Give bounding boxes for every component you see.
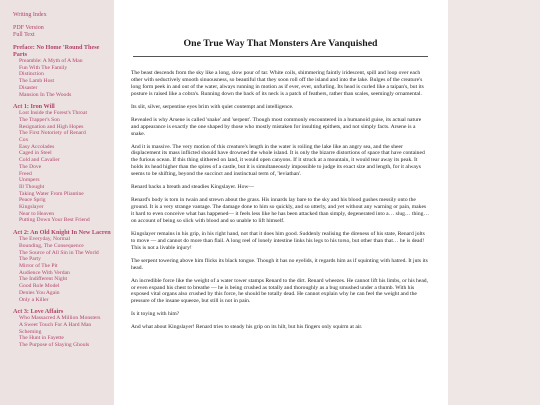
body-paragraph: Its slit, silver, serpentine eyes brim with quiet contempt and intelligence. — [131, 103, 294, 110]
body-paragraph: The serpent towering above him flicks its black tongue. Though it has no eyelids, it regards him as if squinting with hatred. It juts its head. — [131, 257, 428, 271]
nav-section-title[interactable]: Act 1: Iron Will — [13, 103, 55, 111]
nav-chapter-link[interactable]: The Dove — [19, 163, 42, 170]
nav-chapter-link[interactable]: Scheming — [19, 328, 42, 335]
nav-section-items — [13, 58, 114, 98]
nav-chapter-link[interactable]: The Hunt in Fayette — [19, 335, 64, 342]
nav-section-title[interactable]: Act 2: An Old Knight In New Lacren — [13, 229, 111, 237]
nav-sections — [13, 44, 114, 349]
nav-chapter-link[interactable]: The Lamb Host — [19, 78, 55, 85]
nav-chapter-link[interactable]: The Everyday, Normal — [19, 236, 71, 243]
body-paragraph: Renard's body is torn in twain and strewn about the grass. His innards lay bare to the sky and his blood gushes messily onto the ground. It is a very strange vantage. The damage done to him so quickly, and so utterly, and yet without any warning or pain, makes it hard to even conceive what has happened— it feels less like he has been attacked than simply, degenerated into a… slug… thing… on account of being so slick with blood and so unable to lift himself. — [131, 197, 430, 224]
nav-chapter-link[interactable]: Bounding, The Consequence — [19, 242, 84, 249]
nav-chapter-link[interactable]: Good Role Model — [19, 283, 60, 290]
nav-chapter-link[interactable]: Kingslayer — [19, 204, 44, 211]
nav-chapter-link[interactable]: Mirror of The Pit — [19, 262, 58, 269]
nav-chapter-link[interactable]: Putting Down Your Best Friend — [19, 217, 90, 224]
nav-link-full-text[interactable]: Full Text — [13, 32, 35, 38]
nav-chapter-link[interactable]: The Party — [19, 256, 41, 263]
nav-chapter-link[interactable]: A Sweet Touch For A Hard Man — [19, 321, 92, 328]
nav-section-items — [13, 110, 114, 224]
nav-link-pdf-version[interactable]: PDF Version — [13, 25, 44, 31]
sidebar-nav — [0, 0, 114, 405]
document-page — [114, 0, 448, 405]
nav-chapter-link[interactable]: Only a Killer — [19, 296, 49, 303]
nav-chapter-link[interactable]: Taking Water From Pliantine — [19, 190, 84, 197]
body-paragraph: The beast descends from the sky like a long, slow pour of tar. White coils, shimmering faintly iridescent, spill and loop over each other with seductively smooth sinuousness, so beautiful that they soon roll off the island and into the lake. Bulges of the creature's long form peek in and out of the water, always running in motion as if ever, ever, unfurling. Its head is curled like a taipan's, but its posture is raised like a cobra's. Running down the back of its neck is a patch of feathers, rather than scales, seemingly ornamental. — [131, 70, 424, 97]
nav-chapter-link[interactable]: The Source of All Sin in The World — [19, 249, 99, 256]
document-body — [131, 70, 430, 331]
nav-section-items — [13, 315, 114, 349]
nav-chapter-link[interactable]: Cox — [19, 137, 29, 144]
nav-section-title[interactable]: Act 3: Love Affairs — [13, 308, 64, 316]
body-paragraph: An incredible force like the weight of a water tower stamps Renard to the dirt. Renard wheezes. He cannot lift his limbs, or his head, or even expand his chest to breathe — he is being crushed as totally and thoroughly as a bug smushed under a thumb. With his exposed vital organs also crushed by this force, he should be totally dead. He cannot explain why he can feel the weight and the pressure of the insane squeeze, but still is not in pain. — [131, 277, 428, 305]
nav-chapter-link[interactable]: Cold and Cavalier — [19, 157, 60, 164]
nav-chapter-link[interactable]: The Indifferent Night — [19, 276, 68, 283]
nav-section-items — [13, 236, 114, 303]
nav-link-writing-index[interactable]: Writing Index — [13, 12, 47, 18]
nav-chapter-link[interactable]: The Purpose of Slaying Ghouls — [19, 342, 90, 349]
body-paragraph: And what about Kingslayer! Renard tries to steady his grip on its hilt, but his fingers only squirm at air. — [131, 324, 363, 331]
nav-chapter-link[interactable]: Near to Heaven — [19, 210, 55, 217]
nav-chapter-link[interactable]: Resignation and High Hopes — [19, 123, 84, 130]
body-paragraph: Kingslayer remains in his grip, in his right hand, not that it does him good. Suddenly realising the direness of his state, Renard jolts to move — and cannot do more than flail. A long reel of lonely intestine links his legs to his torso, but other than that… he is dead! This is not a livable injury! — [131, 230, 425, 251]
nav-chapter-link[interactable]: Unmpers — [19, 177, 40, 184]
nav-chapter-link[interactable]: Peace Sprig — [19, 197, 46, 204]
body-paragraph: Revealed is why Arsene is called 'snake' and 'serpent'. Though most commonly encountered in a humanoid guise, its actual nature and appearance is exactly the one shaped by those who mostly mistaken for insulting epithets, and not simply facts. Arsene is a snake. — [131, 116, 422, 137]
nav-chapter-link[interactable]: Lost Inside the Forest's Throat — [19, 110, 88, 117]
nav-chapter-link[interactable]: Fun With The Family — [19, 64, 68, 71]
nav-chapter-link[interactable]: Distinction — [19, 71, 44, 78]
document-title: One True Way That Monsters Are Vanquished — [133, 38, 428, 57]
body-paragraph: Renard backs a breath and steadies Kingslayer. How— — [131, 184, 255, 191]
nav-chapter-link[interactable]: The First Notoriety of Renard — [19, 130, 86, 137]
nav-chapter-link[interactable]: Disaster — [19, 84, 38, 91]
nav-chapter-link[interactable]: Mansion In The Woods — [19, 91, 72, 98]
nav-chapter-link[interactable]: Ill Thought — [19, 183, 45, 190]
nav-chapter-link[interactable]: The Trapper's Son — [19, 116, 60, 123]
nav-chapter-link[interactable]: Audience With Verdan — [19, 269, 70, 276]
nav-chapter-link[interactable]: Easy Accolades — [19, 143, 55, 150]
body-paragraph: Is it toying with him? — [131, 311, 180, 318]
nav-chapter-link[interactable]: Caged in Steel — [19, 150, 52, 157]
nav-chapter-link[interactable]: Denies You Again — [19, 289, 60, 296]
body-paragraph: And it is massive. The very motion of this creature's length in the water is roiling the lake like an angry sea, and the sheer displacement its mass inflicted should have drowned the whole island. It is only the bizarre distortions of space that have contained the furious ocean. If this thing slithered on land, it would open canyons. If it struck at a mountain, it would tear away its peak. It holds its head higher than the spires of a castle, but it is simultaneously impossible to judge its exact size and length, for it always seems to be shifting, beyond the succinct and instinctual term of, 'leviathan'. — [131, 143, 425, 178]
nav-chapter-link[interactable]: Preamble: A Myth of A Man — [19, 58, 83, 64]
right-margin — [448, 0, 540, 405]
nav-chapter-link[interactable]: Freed — [19, 170, 32, 177]
nav-chapter-link[interactable]: Who Massacred A Million Monsters — [19, 315, 101, 322]
nav-section-title[interactable]: Preface: No Home 'Round These Parts — [13, 44, 100, 58]
